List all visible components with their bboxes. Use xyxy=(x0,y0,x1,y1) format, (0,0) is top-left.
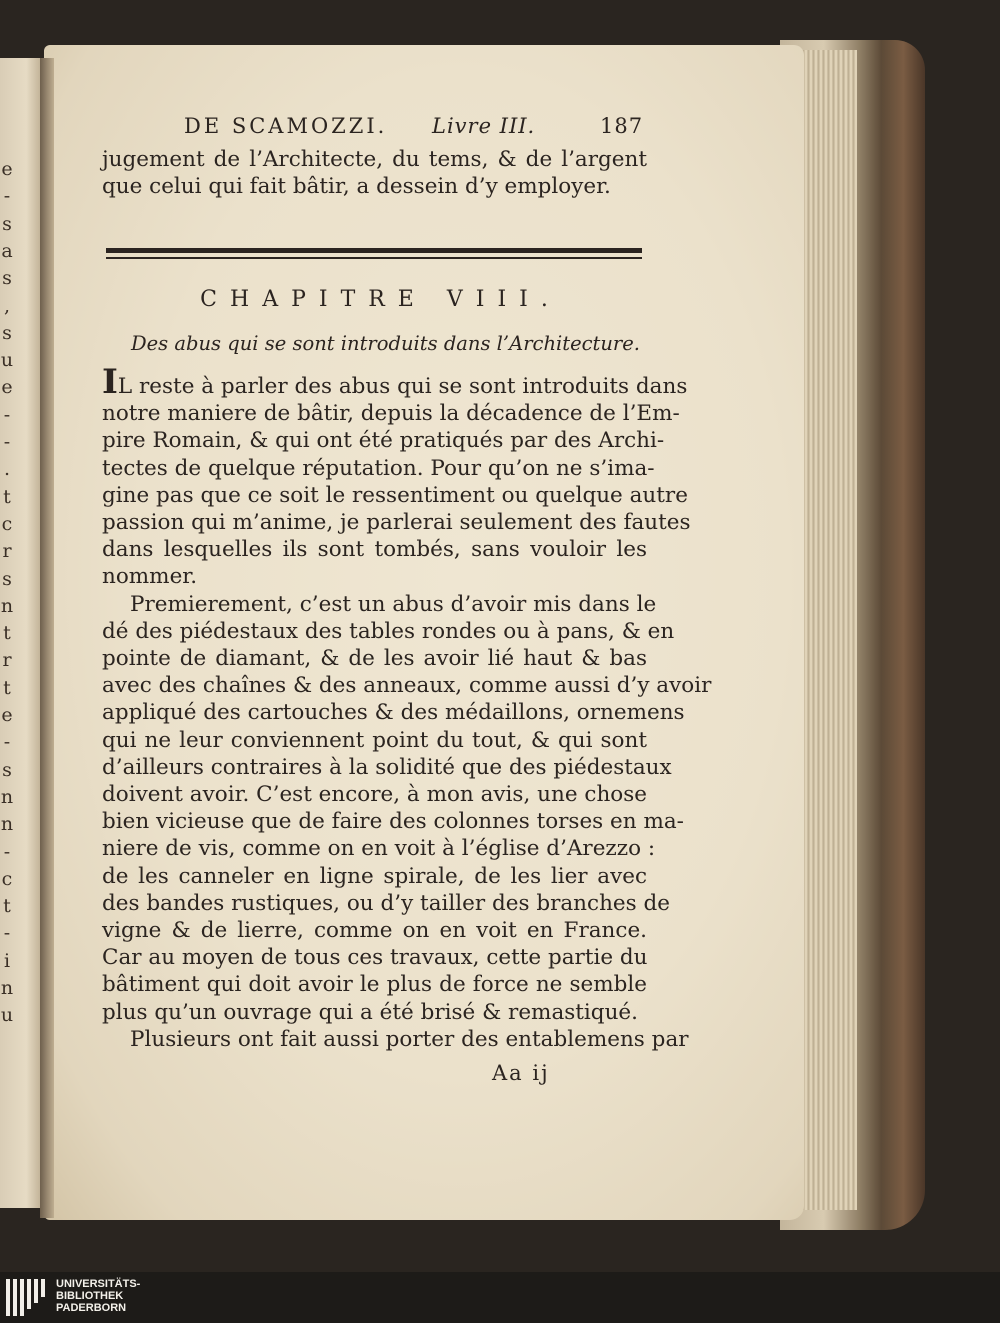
text-line: pointe de diamant, & de les avoir lié haut & bas xyxy=(102,645,647,671)
text-line: dans lesquelles ils sont tombés, sans vouloir les xyxy=(102,537,647,563)
text-line: nommer. xyxy=(102,564,198,590)
left-page-letter: s xyxy=(2,758,12,781)
chapter-divider-rule xyxy=(106,248,642,259)
left-page-letter: - xyxy=(3,403,11,426)
left-page-letter: u xyxy=(0,349,14,372)
left-page-letter: . xyxy=(3,458,11,481)
page-edges xyxy=(795,50,857,1210)
text-line: des bandes rustiques, ou d’y tailler des branches de xyxy=(102,890,670,916)
left-page-letter: r xyxy=(2,649,12,672)
left-page-letter: u xyxy=(0,1004,14,1027)
left-page-letter: i xyxy=(3,949,11,972)
left-page-letter: e xyxy=(1,376,13,399)
left-page-letter: n xyxy=(0,813,14,836)
book-gutter xyxy=(40,58,54,1218)
text-line: appliqué des cartouches & des médaillons, ornemens xyxy=(102,700,685,726)
text-line: vigne & de lierre, comme on en voit en France. xyxy=(102,917,647,943)
left-page-letter: t xyxy=(3,622,11,645)
logo-line: BIBLIOTHEK xyxy=(56,1290,124,1302)
text-line: plus qu’un ouvrage qui a été brisé & remastiqué. xyxy=(102,999,638,1025)
left-page-letter: s xyxy=(2,567,12,590)
left-page-letter: t xyxy=(3,895,11,918)
library-logo-text xyxy=(56,1278,140,1314)
left-page-letter: s xyxy=(2,267,12,290)
left-page-letter: - xyxy=(3,922,11,945)
logo-line: PADERBORN xyxy=(56,1302,127,1314)
left-page-letter: , xyxy=(3,294,11,317)
running-head xyxy=(102,110,647,146)
text-line: Premierement, c’est un abus d’avoir mis dans le xyxy=(130,591,657,617)
text-line: dé des piédestaux des tables rondes ou à pans, & en xyxy=(102,618,675,644)
left-page-letter: - xyxy=(3,431,11,453)
left-page-letter: n xyxy=(0,977,14,999)
left-page-letter: n xyxy=(0,785,14,808)
running-head-title: DE SCAMOZZI. xyxy=(184,114,388,138)
left-page-fragment xyxy=(0,58,44,1208)
left-page-letter: a xyxy=(1,239,13,262)
left-page-letter: s xyxy=(2,212,12,235)
text-line: jugement de l’Architecte, du tems, & de l’argent xyxy=(102,147,647,172)
text-line xyxy=(102,361,688,402)
text-line: bien vicieuse que de faire des colonnes torses en ma- xyxy=(102,809,684,835)
text-line: doivent avoir. C’est encore, à mon avis, une chose xyxy=(102,781,647,807)
text-line: passion qui m’anime, je parlerai seulement des fautes xyxy=(102,509,691,535)
left-page-letter: t xyxy=(3,676,11,699)
text-line: qui ne leur conviennent point du tout, & qui sont xyxy=(102,727,647,753)
rule-thick xyxy=(106,248,642,253)
text-line: tectes de quelque réputation. Pour qu’on ne s’ima- xyxy=(102,455,655,481)
running-head-book: Livre III. xyxy=(432,114,536,138)
text-line: pire Romain, & qui ont été pratiqués par des Archi- xyxy=(102,428,665,454)
library-logo-icon xyxy=(6,1279,48,1316)
left-page-letter: c xyxy=(1,867,13,890)
left-page-letter: s xyxy=(2,321,12,344)
page-text xyxy=(102,110,712,1085)
left-page-letter: t xyxy=(3,485,11,508)
drop-cap: I xyxy=(102,361,118,402)
left-page-letter: r xyxy=(2,540,12,563)
left-page-letter: - xyxy=(3,185,11,208)
text-line: niere de vis, comme on en voit à l’église d’Arezzo : xyxy=(102,836,656,862)
text-line: de les canneler en ligne spirale, de les lier avec xyxy=(102,863,647,889)
left-page-letter: - xyxy=(3,840,11,863)
text-line: que celui qui fait bâtir, a dessein d’y employer. xyxy=(102,174,611,200)
footer-bar xyxy=(0,1272,1000,1323)
page-number: 187 xyxy=(600,114,644,138)
text-line: notre maniere de bâtir, depuis la décadence de l’Em- xyxy=(102,401,680,427)
left-page-letter: n xyxy=(0,594,14,617)
first-line-text: L reste à parler des abus qui se sont introduits dans xyxy=(117,373,688,399)
rule-thin xyxy=(106,257,642,259)
left-page-letter: - xyxy=(3,731,11,754)
signature-mark: Aa ij xyxy=(492,1060,550,1085)
text-line: Car au moyen de tous ces travaux, cette partie du xyxy=(102,945,648,971)
left-page-letter: e xyxy=(1,158,13,180)
text-line: d’ailleurs contraires à la solidité que des piédestaux xyxy=(102,754,672,780)
text-line: bâtiment qui doit avoir le plus de force ne semble xyxy=(102,972,647,998)
body-text xyxy=(102,361,712,1053)
text-line: Plusieurs ont fait aussi porter des entablemens par xyxy=(130,1026,689,1052)
text-line: avec des chaînes & des anneaux, comme aussi d’y avoir xyxy=(102,673,712,699)
left-page-letter: c xyxy=(1,512,13,535)
left-page-letter: e xyxy=(1,704,13,726)
chapter-subtitle: Des abus qui se sont introduits dans l’Architecture. xyxy=(130,331,640,355)
chapter-title: CHAPITRE VIII. xyxy=(200,286,561,312)
text-line: gine pas que ce soit le ressentiment ou quelque autre xyxy=(102,482,688,508)
logo-line: UNIVERSITÄTS- xyxy=(56,1278,141,1290)
